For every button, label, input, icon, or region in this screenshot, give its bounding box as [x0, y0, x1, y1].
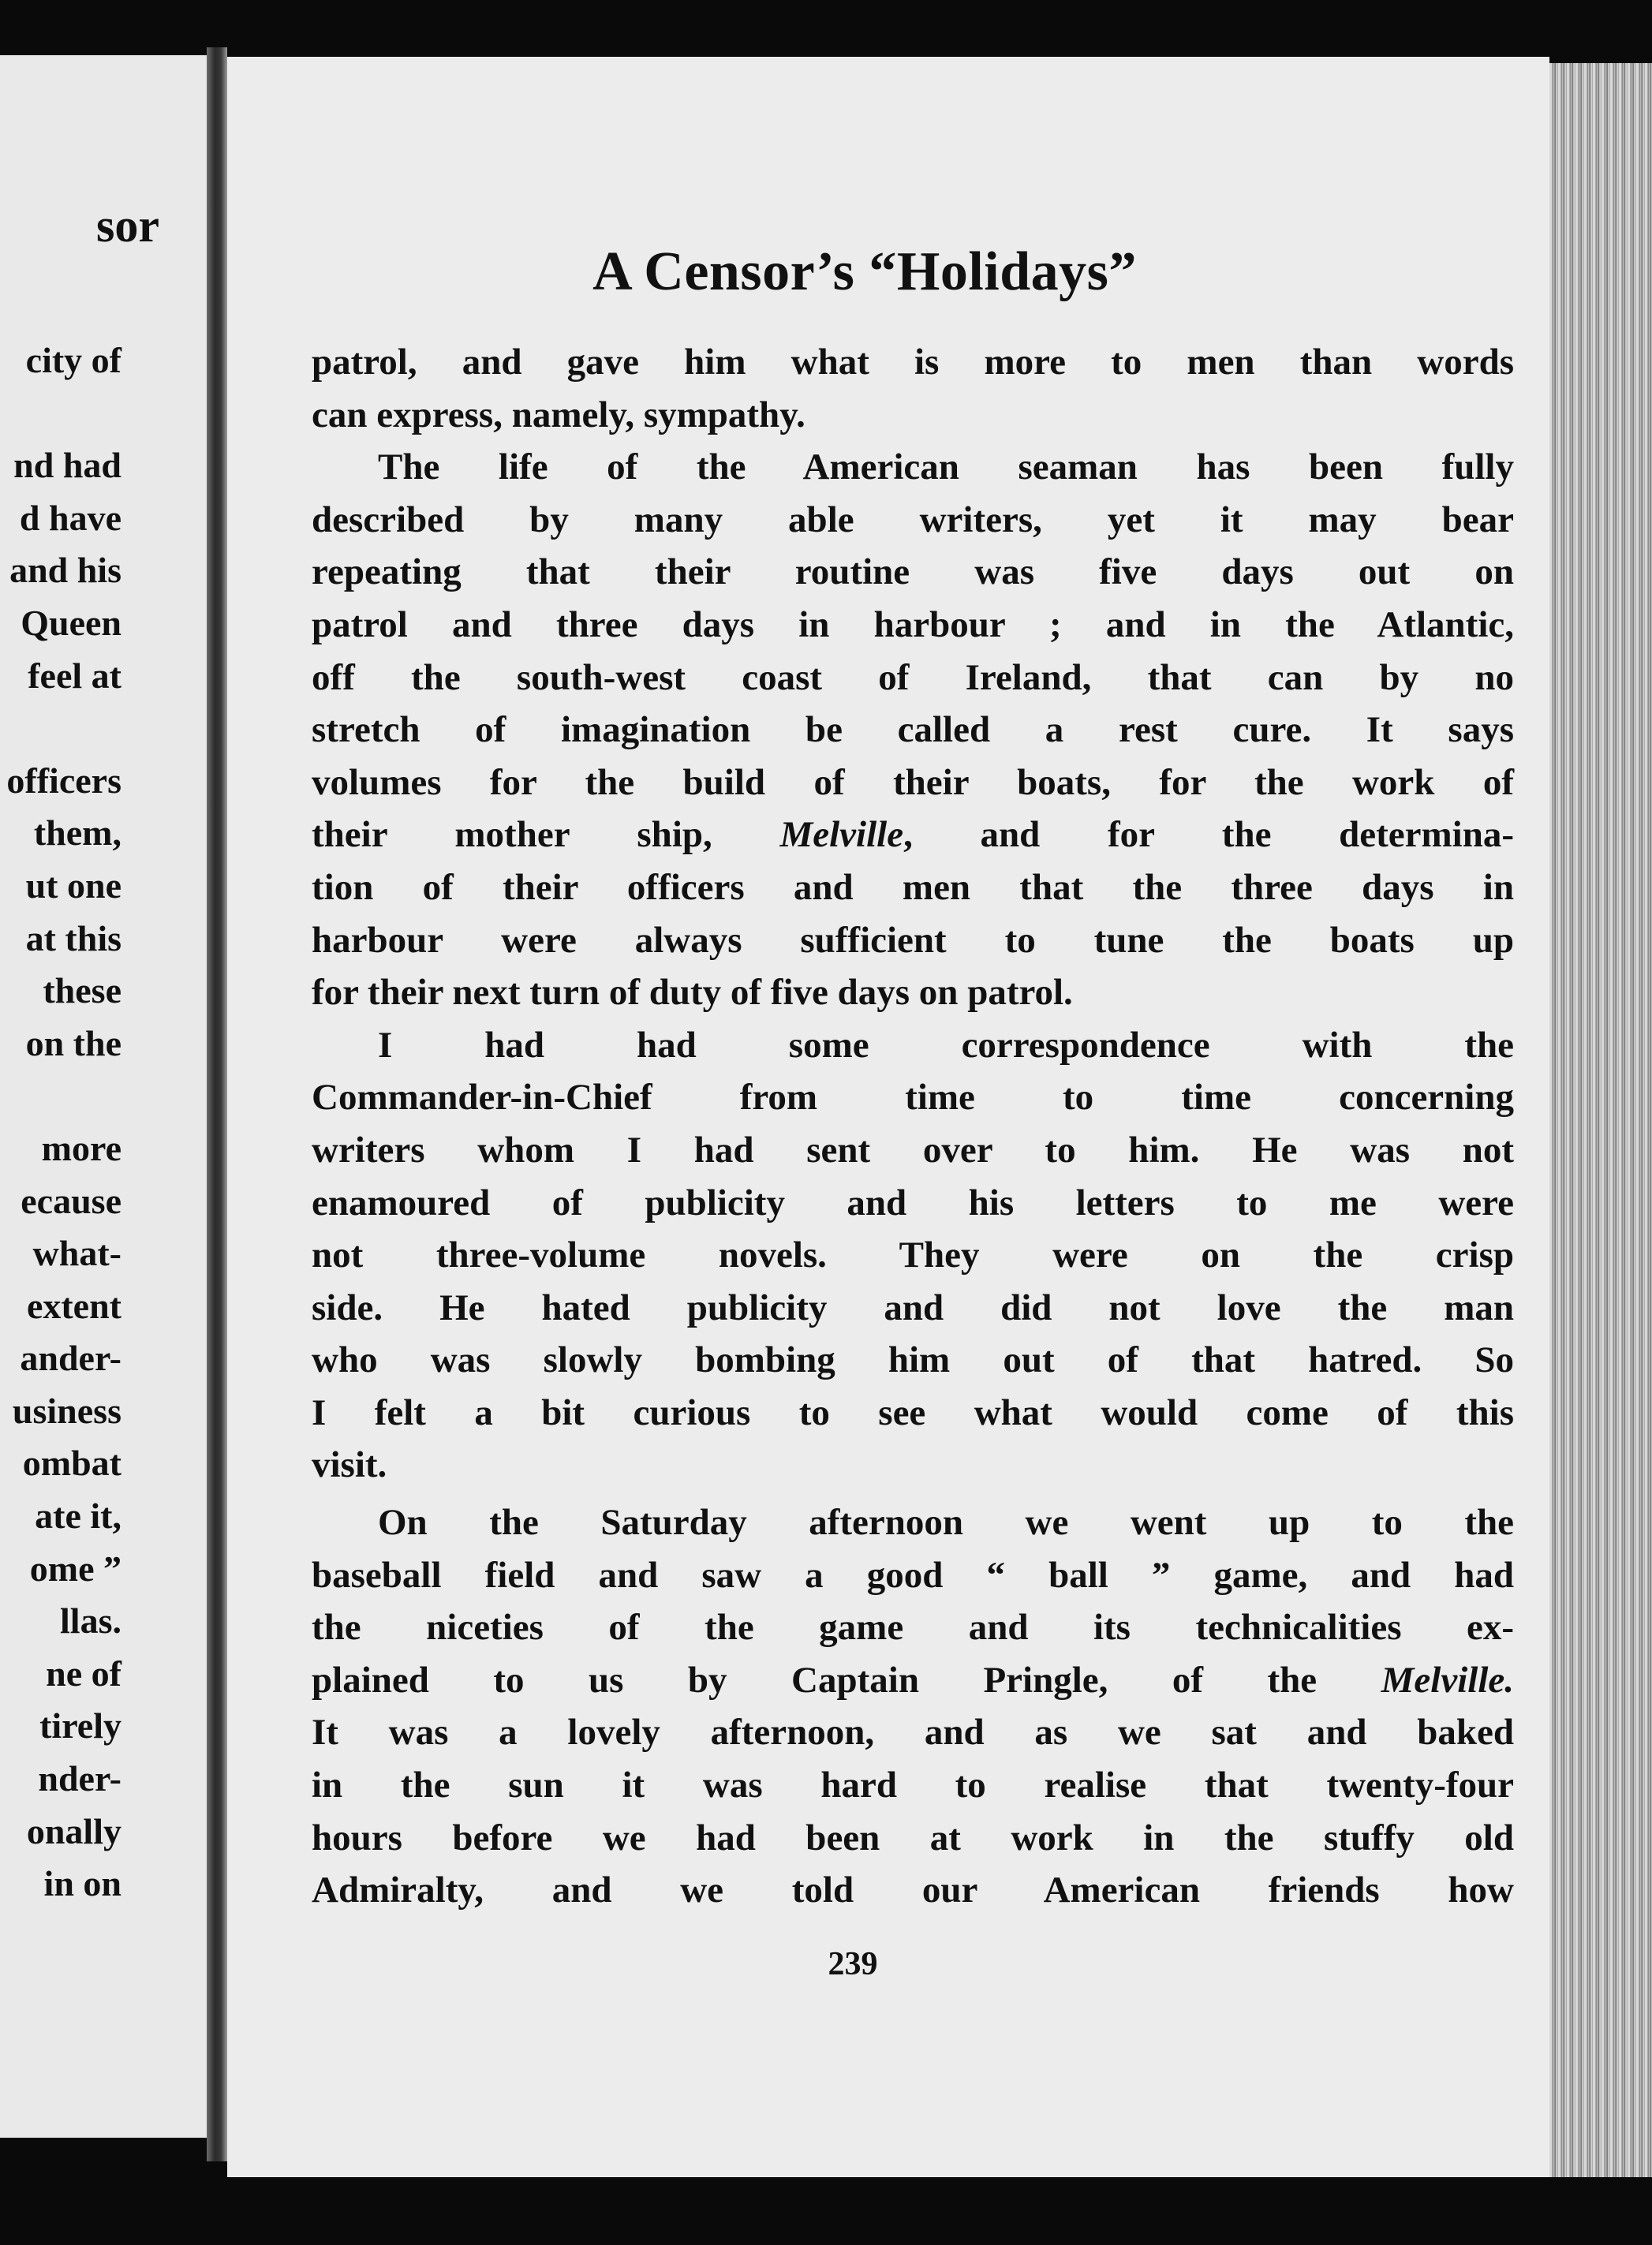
left-line-fragment: ome ”	[29, 1548, 121, 1589]
left-line-fragment: nder-	[38, 1758, 121, 1799]
left-line-fragment: tirely	[39, 1705, 121, 1746]
left-page-text-fragments	[0, 334, 121, 1911]
left-line-fragment: ut one	[25, 865, 121, 906]
ship-name: Melville.	[1381, 1659, 1514, 1701]
page-edges	[1549, 63, 1652, 2193]
left-line-fragment: on the	[25, 1022, 121, 1063]
body-line: enamoured of publicity and his letters to me were	[312, 1182, 1514, 1223]
body-line: for their next turn of duty of five days on patrol.	[312, 972, 1073, 1014]
body-line: Commander-in-Chief from time to time concerning	[312, 1077, 1514, 1119]
left-line-fragment: ander-	[20, 1338, 121, 1379]
left-line-fragment: ombat	[22, 1443, 121, 1484]
body-line: I had had some correspondence with the	[378, 1024, 1514, 1066]
left-line-fragment: and his	[9, 550, 121, 591]
left-line-fragment: at this	[25, 917, 121, 958]
left-line-fragment: more	[41, 1127, 121, 1168]
left-line-fragment: city of	[25, 340, 121, 380]
left-line-fragment: ate it,	[35, 1496, 121, 1537]
body-line: It was a lovely afternoon, and as we sat and baked	[312, 1712, 1514, 1754]
body-line: baseball field and saw a good “ ball ” game, and had	[312, 1554, 1514, 1596]
ship-name: Melville	[779, 814, 904, 856]
book-gutter	[207, 47, 227, 2161]
body-line: hours before we had been at work in the stuffy old	[312, 1817, 1514, 1858]
body-line: not three-volume novels. They were on the crisp	[312, 1235, 1514, 1276]
left-line-fragment	[0, 702, 121, 755]
left-line-fragment: ecause	[21, 1180, 121, 1221]
left-page-running-head-fragment: sor	[96, 200, 159, 252]
left-line-fragment: these	[43, 970, 121, 1011]
body-line: On the Saturday afternoon we went up to the	[378, 1502, 1514, 1544]
left-line-fragment: onally	[26, 1810, 121, 1851]
left-line-fragment	[0, 387, 121, 440]
body-line: side. He hated publicity and did not love the man	[312, 1287, 1514, 1328]
body-line: visit.	[312, 1444, 387, 1486]
left-line-fragment: nd had	[13, 445, 121, 486]
body-line: can express, namely, sympathy.	[312, 394, 805, 435]
body-line: the niceties of the game and its technicalities ex-	[312, 1607, 1514, 1649]
left-facing-page	[0, 55, 207, 2138]
body-line: patrol, and gave him what is more to men than words	[312, 342, 1514, 383]
body-line: plained to us by Captain Pringle, of the Melville.	[312, 1659, 1514, 1701]
body-line: in the sun it was hard to realise that twenty-four	[312, 1765, 1514, 1806]
bottom-shadow	[207, 2177, 1652, 2245]
page-number: 239	[828, 1946, 878, 1982]
left-line-fragment: usiness	[12, 1390, 121, 1431]
left-line-fragment: them,	[33, 812, 121, 854]
body-line: stretch of imagination be called a rest cure. It says	[312, 709, 1514, 751]
body-text	[312, 336, 1514, 1917]
left-line-fragment	[0, 1070, 121, 1122]
body-line: harbour were always sufficient to tune the boats up	[312, 919, 1514, 961]
body-line: off the south-west coast of Ireland, that can by no	[312, 656, 1514, 698]
right-page	[227, 57, 1549, 2187]
left-line-fragment: officers	[6, 760, 121, 801]
running-head: A Censor’s “Holidays”	[592, 241, 1137, 302]
body-line: their mother ship, Melville, and for the determina-	[312, 814, 1514, 856]
left-line-fragment: in on	[43, 1863, 121, 1904]
body-line: described by many able writers, yet it may bear	[312, 499, 1514, 540]
body-line: who was slowly bombing him out of that hatred. So	[312, 1339, 1514, 1381]
body-line: writers whom I had sent over to him. He was not	[312, 1129, 1514, 1171]
left-line-fragment: extent	[26, 1285, 121, 1326]
body-line: volumes for the build of their boats, for the work of	[312, 761, 1514, 803]
left-line-fragment: feel at	[28, 655, 121, 696]
left-line-fragment: ne of	[46, 1653, 121, 1694]
body-line: patrol and three days in harbour ; and in the Atlantic,	[312, 603, 1514, 645]
body-line: I felt a bit curious to see what would come of this	[312, 1391, 1514, 1433]
body-line: Admiralty, and we told our American friends how	[312, 1870, 1514, 1911]
left-line-fragment: what-	[32, 1233, 121, 1274]
left-line-fragment: Queen	[21, 602, 121, 643]
left-line-fragment: llas.	[60, 1601, 121, 1642]
body-line: tion of their officers and men that the three days in	[312, 866, 1514, 908]
left-line-fragment: d have	[19, 497, 121, 538]
body-line: repeating that their routine was five days out on	[312, 551, 1514, 593]
body-line: The life of the American seaman has been fully	[378, 446, 1514, 488]
